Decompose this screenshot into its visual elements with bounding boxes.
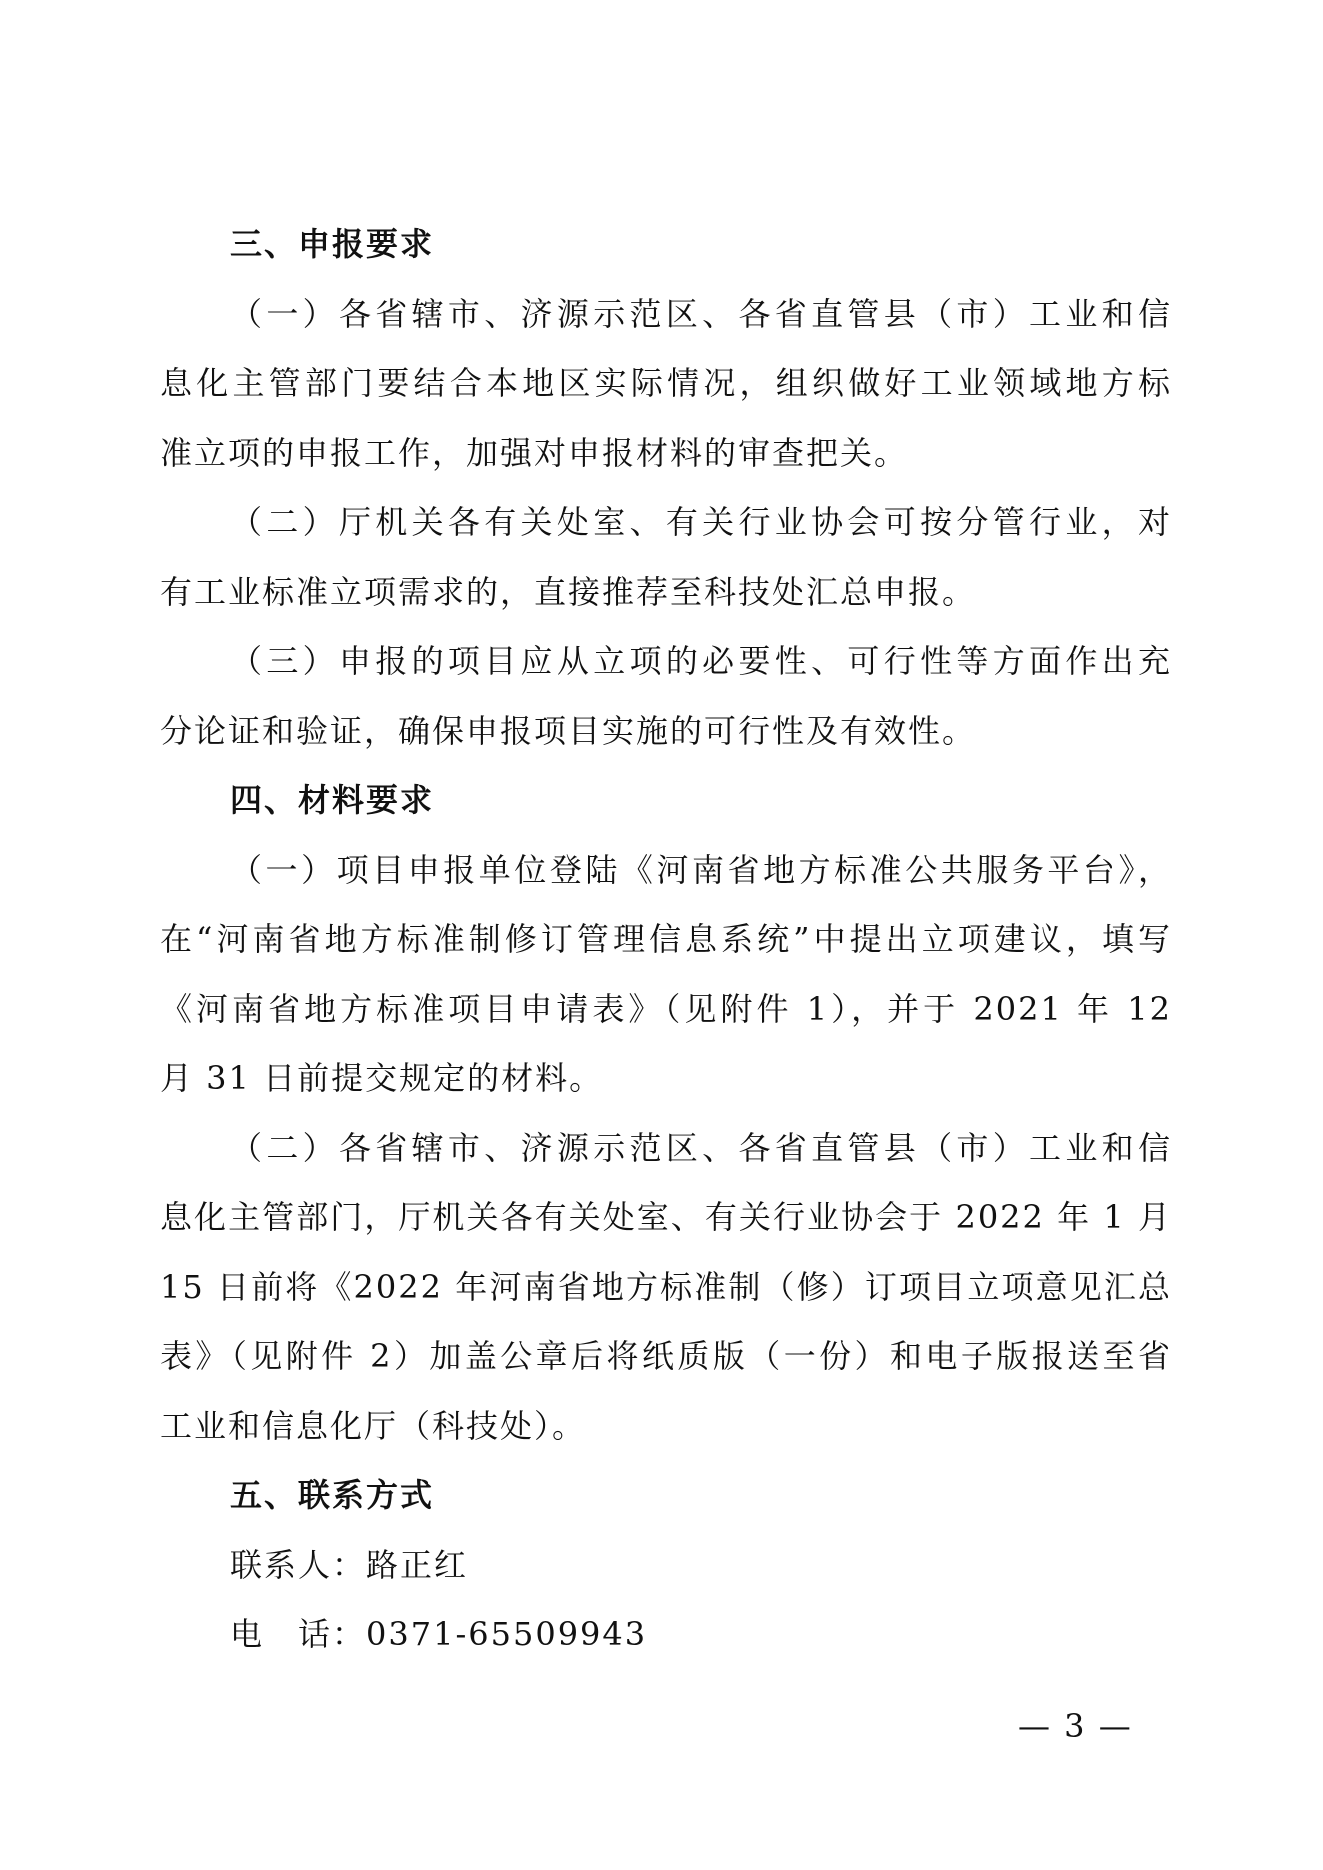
section-heading-requirements: 三、申报要求 [230, 225, 435, 263]
paragraph-line: 在“河南省地方标准制修订管理信息系统”中提出立项建议，填写 [160, 920, 1172, 958]
paragraph-line: （一）项目申报单位登陆《河南省地方标准公共服务平台》， [230, 850, 1172, 889]
paragraph-line: 准立项的申报工作，加强对申报材料的审查把关。 [160, 433, 909, 472]
paragraph-line: 工业和信息化厅（科技处）。 [160, 1406, 587, 1445]
paragraph-line: 月 31 日前提交规定的材料。 [160, 1059, 604, 1097]
page-number: — 3 — [1018, 1707, 1133, 1745]
paragraph-line: （一）各省辖市、济源示范区、各省直管县（市）工业和信 [230, 294, 1172, 333]
document-body [160, 210, 1172, 1670]
paragraph-line: （二）各省辖市、济源示范区、各省直管县（市）工业和信 [230, 1128, 1172, 1167]
paragraph-line: 有工业标准立项需求的，直接推荐至科技处汇总申报。 [160, 572, 977, 611]
paragraph-line: 息化主管部门，厅机关各有关处室、有关行业协会于 2022 年 1 月 [160, 1198, 1172, 1236]
paragraph-line: 息化主管部门要结合本地区实际情况，组织做好工业领域地方标 [160, 364, 1172, 402]
paragraph-line: 表》（见附件 2）加盖公章后将纸质版（一份）和电子版报送至省 [160, 1337, 1172, 1375]
paragraph-line: （三）申报的项目应从立项的必要性、可行性等方面作出充 [230, 642, 1172, 680]
paragraph-line: （二）厅机关各有关处室、有关行业协会可按分管行业，对 [230, 503, 1172, 541]
contact-phone: 电 话：0371-65509943 [230, 1615, 648, 1653]
section-heading-materials: 四、材料要求 [230, 781, 435, 819]
paragraph-line: 《河南省地方标准项目申请表》（见附件 1），并于 2021 年 12 [160, 989, 1172, 1028]
contact-person: 联系人：路正红 [230, 1545, 469, 1584]
section-heading-contact: 五、联系方式 [230, 1476, 435, 1514]
paragraph-line: 15 日前将《2022 年河南省地方标准制（修）订项目立项意见汇总 [160, 1267, 1172, 1306]
paragraph-line: 分论证和验证，确保申报项目实施的可行性及有效性。 [160, 711, 977, 750]
